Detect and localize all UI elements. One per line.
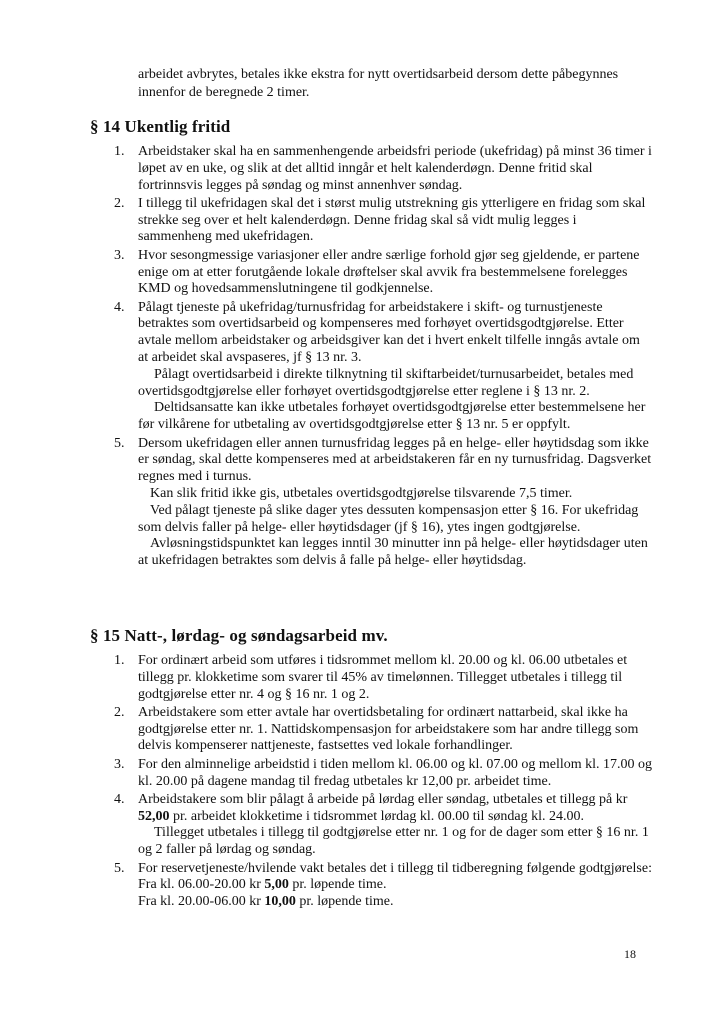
item-number: 4. [114,791,125,807]
item-text [138,792,653,826]
item-number: 2. [114,195,125,211]
item-paragraph: Ved pålagt tjeneste på slike dager ytes dessuten kompensasjon etter § 16. For ukefridag som delvis faller på helge- eller høytidsdager (jf § 16), ytes ingen godtgjørelse. [138,502,639,535]
section-14-list [114,144,653,571]
list-item [114,435,653,570]
list-item [114,704,653,755]
item-text: Dersom ukefridagen eller annen turnusfridag legges på en helge- eller høytidsdag som ikke er søndag, skal dette kompenseres med at arbeidstakeren får en ny turnusfridag. Dagsverket regnes med i turnus. [138,435,652,485]
list-item [114,299,653,434]
list-item [114,791,653,859]
item-number: 3. [114,756,125,772]
saturday-sunday-amount: 52,00 [138,808,170,824]
item-text: I tillegg til ukefridagen skal det i størst mulig utstrekning gis ytterligere en fridag som skal strekke seg over et helt kalenderdøgn. Denne fridag skal så vidt mulig legges i sammenheng med ukefridagen. [138,195,646,245]
item-paragraph: Avløsningstidspunktet kan legges inntil 30 minutter inn på helge- eller høytidsdager uten at ukefridagen betraktes som delvis å falle på helge- eller høytidsdag. [138,536,648,569]
list-item [114,653,653,703]
item-number: 1. [114,653,125,668]
intro-paragraph: arbeidet avbrytes, betales ikke ekstra for nytt overtidsarbeid dersom dette påbegynnes innenfor de beregnede 2 timer. [138,67,619,100]
item-text: For ordinært arbeid som utføres i tidsrommet mellom kl. 20.00 og kl. 06.00 utbetales et tillegg pr. klokketime som svarer til 45% av timelønnen. Tillegget utbetales i tillegg til godtgjørelse etter nr. 4 og § 16 nr. 1 og 2. [138,653,628,702]
section-15-list [114,653,653,912]
item-text: Pålagt tjeneste på ukefridag/turnusfridag for arbeidstakere i skift- og turnustjeneste betraktes som overtidsarbeid og kompenseres med forhøyet overtidsgodtgjørelse. Etter avtale mellom arbeidstaker og arbeidsgiver kan det i hvert enkelt tilfelle inngås avtale om at arbeidet skal avspaseres, jf § 13 nr. 3. [138,299,640,366]
list-item [114,144,653,194]
rate-unit: pr. løpende time. [295,894,394,910]
item-text: For reservetjeneste/hvilende vakt betales det i tillegg til tidberegning følgende godtgjørelse: [138,860,652,876]
rate-unit: pr. løpende time. [288,877,387,893]
rate-amount: 10,00 [264,894,296,910]
item-paragraph: Tillegget utbetales i tillegg til godtgjørelse etter nr. 1 og for de dager som etter § 16 nr. 1 og 2 faller på lørdag og søndag. [138,825,649,858]
item-paragraph: Deltidsansatte kan ikke utbetales forhøyet overtidsgodtgjørelse etter bestemmelsene her før vilkårene for utbetaling av overtidsgodtgjørelse etter § 13 nr. 5 er oppfylt. [138,400,646,433]
list-item [114,247,653,298]
item-text: Arbeidstaker skal ha en sammenhengende arbeidsfri periode (ukefridag) på minst 36 timer i løpet av en uke, og slik at det alltid inngår et helt kalenderdøgn. Denne fritid skal fortrinnsvis legges på søndag og minst annenhver søndag. [138,144,652,193]
item-number: 5. [114,860,125,876]
page-number: 18 [624,947,636,961]
item-number: 1. [114,144,125,159]
list-item [114,195,653,246]
item-number: 4. [114,299,125,315]
rate-label: Fra kl. 06.00-20.00 kr [138,877,265,893]
item-paragraph: Pålagt overtidsarbeid i direkte tilknytning til skiftarbeidet/turnusarbeidet, betales med overtidsgodtgjørelse eller forhøyet overtidsgodtgjørelse etter reglene i § 13 nr. 2. [138,366,634,399]
item-paragraph: Kan slik fritid ikke gis, utbetales overtidsgodtgjørelse tilsvarende 7,5 timer. [150,485,573,501]
rate-amount: 5,00 [264,877,289,893]
item-text: For den alminnelige arbeidstid i tiden mellom kl. 06.00 og kl. 07.00 og mellom kl. 17.00 og kl. 20.00 på dagene mandag til fredag utbetales kr 12,00 pr. arbeidet time. [138,756,653,789]
section-14-heading: § 14 Ukentlig fritid [90,117,231,136]
item-number: 3. [114,247,125,263]
rate-line-day [138,877,653,894]
item-text: Arbeidstakere som etter avtale har overtidsbetaling for ordinært nattarbeid, skal ikke ha godtgjørelse etter nr. 1. Nattidskompensasjon for arbeidstakere som har andre tillegg som delvis kompenserer nattjeneste, fastsettes ved lokale forhandlinger. [138,704,639,754]
section-15-heading: § 15 Natt-, lørdag- og søndagsarbeid mv. [90,626,388,645]
list-item [114,860,653,911]
list-item [114,756,653,791]
item-text-start: Arbeidstakere som blir pålagt å arbeide på lørdag eller søndag, utbetales et tillegg på kr [138,791,628,807]
item-number: 2. [114,704,125,720]
item-text: Hvor sesongmessige variasjoner eller andre særlige forhold gjør seg gjeldende, er partene enige om at etter forutgående lokale drøftelser skal avvik fra bestemmelsene forelegges KMD og hovedsammenslutningene til godkjennelse. [138,247,640,297]
rate-line-night [138,894,653,911]
item-text-end: pr. arbeidet klokketime i tidsrommet lørdag kl. 00.00 til søndag kl. 24.00. [169,808,584,824]
rate-label: Fra kl. 20.00-06.00 kr [138,894,265,910]
item-number: 5. [114,435,125,451]
